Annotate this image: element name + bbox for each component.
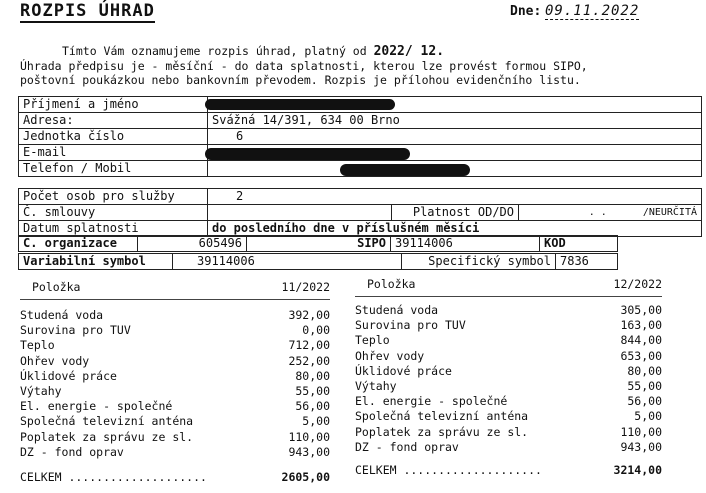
symbols-table	[18, 253, 618, 270]
contract-label: Č. smlouvy	[19, 205, 208, 221]
item-label: Výtahy	[355, 379, 397, 393]
codes-table	[18, 235, 618, 252]
redaction-name	[205, 99, 395, 110]
redaction-phone	[340, 164, 470, 176]
item-value: 110,00	[288, 429, 330, 444]
spec-label: Specifický symbol	[402, 254, 556, 270]
items-left-total: 2605,00	[281, 470, 330, 484]
person-row-address	[19, 113, 702, 129]
item-value: 943,00	[620, 439, 662, 454]
intro-line-1	[62, 44, 444, 59]
var-label: Variabilní symbol	[19, 254, 173, 270]
item-value: 392,00	[288, 308, 330, 322]
contract-table	[18, 188, 702, 237]
item-label: Společná televizní anténa	[355, 409, 529, 424]
validity-to: /NEURČITÁ	[642, 207, 697, 218]
item-label: Úklidové práce	[20, 368, 117, 383]
items-right-total: 3214,00	[613, 463, 662, 477]
item-label: El. energie - společné	[355, 394, 508, 409]
codes-row-org	[19, 236, 618, 252]
item-label: Poplatek za správu ze sl.	[20, 429, 194, 444]
item-label: El. energie - společné	[20, 399, 173, 414]
person-row-unit	[19, 129, 702, 145]
spec-value: 7836	[556, 254, 618, 270]
item-value: 56,00	[295, 399, 330, 414]
items-left-head-label: Položka	[32, 280, 81, 294]
item-label: Studená voda	[355, 303, 439, 317]
intro-period: 2022/ 12.	[373, 44, 445, 59]
name-label: Příjmení a jméno	[19, 97, 208, 113]
item-value: 252,00	[288, 353, 330, 368]
items-right-head-period: 12/2022	[613, 277, 662, 291]
validity-value	[519, 205, 702, 221]
item-label: Ohřev vody	[355, 348, 425, 363]
item-value: 80,00	[295, 368, 330, 383]
contract-value	[208, 205, 392, 221]
symbols-row	[19, 254, 618, 270]
contract-row-persons	[19, 189, 702, 205]
sipo-label: SIPO	[247, 236, 391, 252]
var-value: 39114006	[173, 254, 402, 270]
item-value: 56,00	[627, 394, 662, 409]
item-value: 653,00	[620, 348, 662, 363]
kod-label: KOD	[540, 236, 618, 252]
item-label: DZ - fond oprav	[355, 439, 459, 454]
intro-line-3: poštovní poukázkou nebo bankovním převodem. Rozpis je přílohou evidenčního listu.	[20, 73, 581, 87]
persons-value: 2	[208, 189, 702, 205]
item-label: DZ - fond oprav	[20, 444, 124, 459]
item-label: Ohřev vody	[20, 353, 90, 368]
item-value: 55,00	[295, 384, 330, 398]
intro-text: Tímto Vám oznamujeme rozpis úhrad, platný od	[62, 44, 367, 58]
item-value: 712,00	[288, 338, 330, 353]
item-label: Surovina pro TUV	[20, 323, 131, 338]
item-value: 0,00	[302, 323, 330, 338]
org-label: Č. organizace	[19, 236, 138, 252]
item-value: 5,00	[634, 409, 662, 424]
item-label: Společná televizní anténa	[20, 414, 194, 429]
address-value: Svážná 14/391, 634 00 Brno	[208, 113, 702, 129]
item-value: 5,00	[302, 414, 330, 429]
phone-label: Telefon / Mobil	[19, 161, 208, 177]
item-label: Poplatek za správu ze sl.	[355, 424, 529, 439]
document-date: 09.11.2022	[545, 3, 640, 19]
item-value: 305,00	[620, 303, 662, 317]
unit-label: Jednotka číslo	[19, 129, 208, 145]
item-value: 163,00	[620, 318, 662, 333]
persons-label: Počet osob pro služby	[19, 189, 208, 205]
items-right-head-label: Položka	[367, 277, 416, 291]
sipo-value: 39114006	[391, 236, 540, 252]
validity-from: . .	[588, 207, 607, 218]
item-label: Teplo	[355, 333, 390, 348]
date-label: Dne:	[510, 4, 542, 19]
items-left-head-period: 11/2022	[281, 280, 330, 294]
item-value: 943,00	[288, 444, 330, 459]
item-value: 55,00	[627, 379, 662, 393]
redaction-email	[205, 148, 410, 160]
document-title: ROZPIS ÚHRAD	[20, 1, 155, 21]
item-label: Úklidové práce	[355, 363, 452, 378]
contract-row-number	[19, 205, 702, 221]
item-label: Teplo	[20, 338, 55, 353]
items-left-total-label: CELKEM ....................	[20, 470, 207, 484]
items-left-separator	[20, 299, 330, 300]
intro-line-2: Úhrada předpisu je - měsíční - do data splatnosti, kterou lze provést formou SIPO,	[20, 59, 588, 73]
due-label: Datum splatnosti	[19, 221, 208, 237]
item-value: 844,00	[620, 333, 662, 348]
org-value: 605496	[138, 236, 247, 252]
item-label: Surovina pro TUV	[355, 318, 466, 333]
validity-label: Platnost OD/DO	[392, 205, 519, 221]
item-label: Studená voda	[20, 308, 104, 322]
due-value: do posledního dne v příslušném měsíci	[208, 221, 702, 237]
item-label: Výtahy	[20, 384, 62, 398]
unit-value: 6	[208, 129, 702, 145]
item-value: 110,00	[620, 424, 662, 439]
items-right-separator	[355, 296, 662, 297]
item-value: 80,00	[627, 363, 662, 378]
email-label: E-mail	[19, 145, 208, 161]
address-label: Adresa:	[19, 113, 208, 129]
items-right-total-label: CELKEM ....................	[355, 463, 542, 477]
